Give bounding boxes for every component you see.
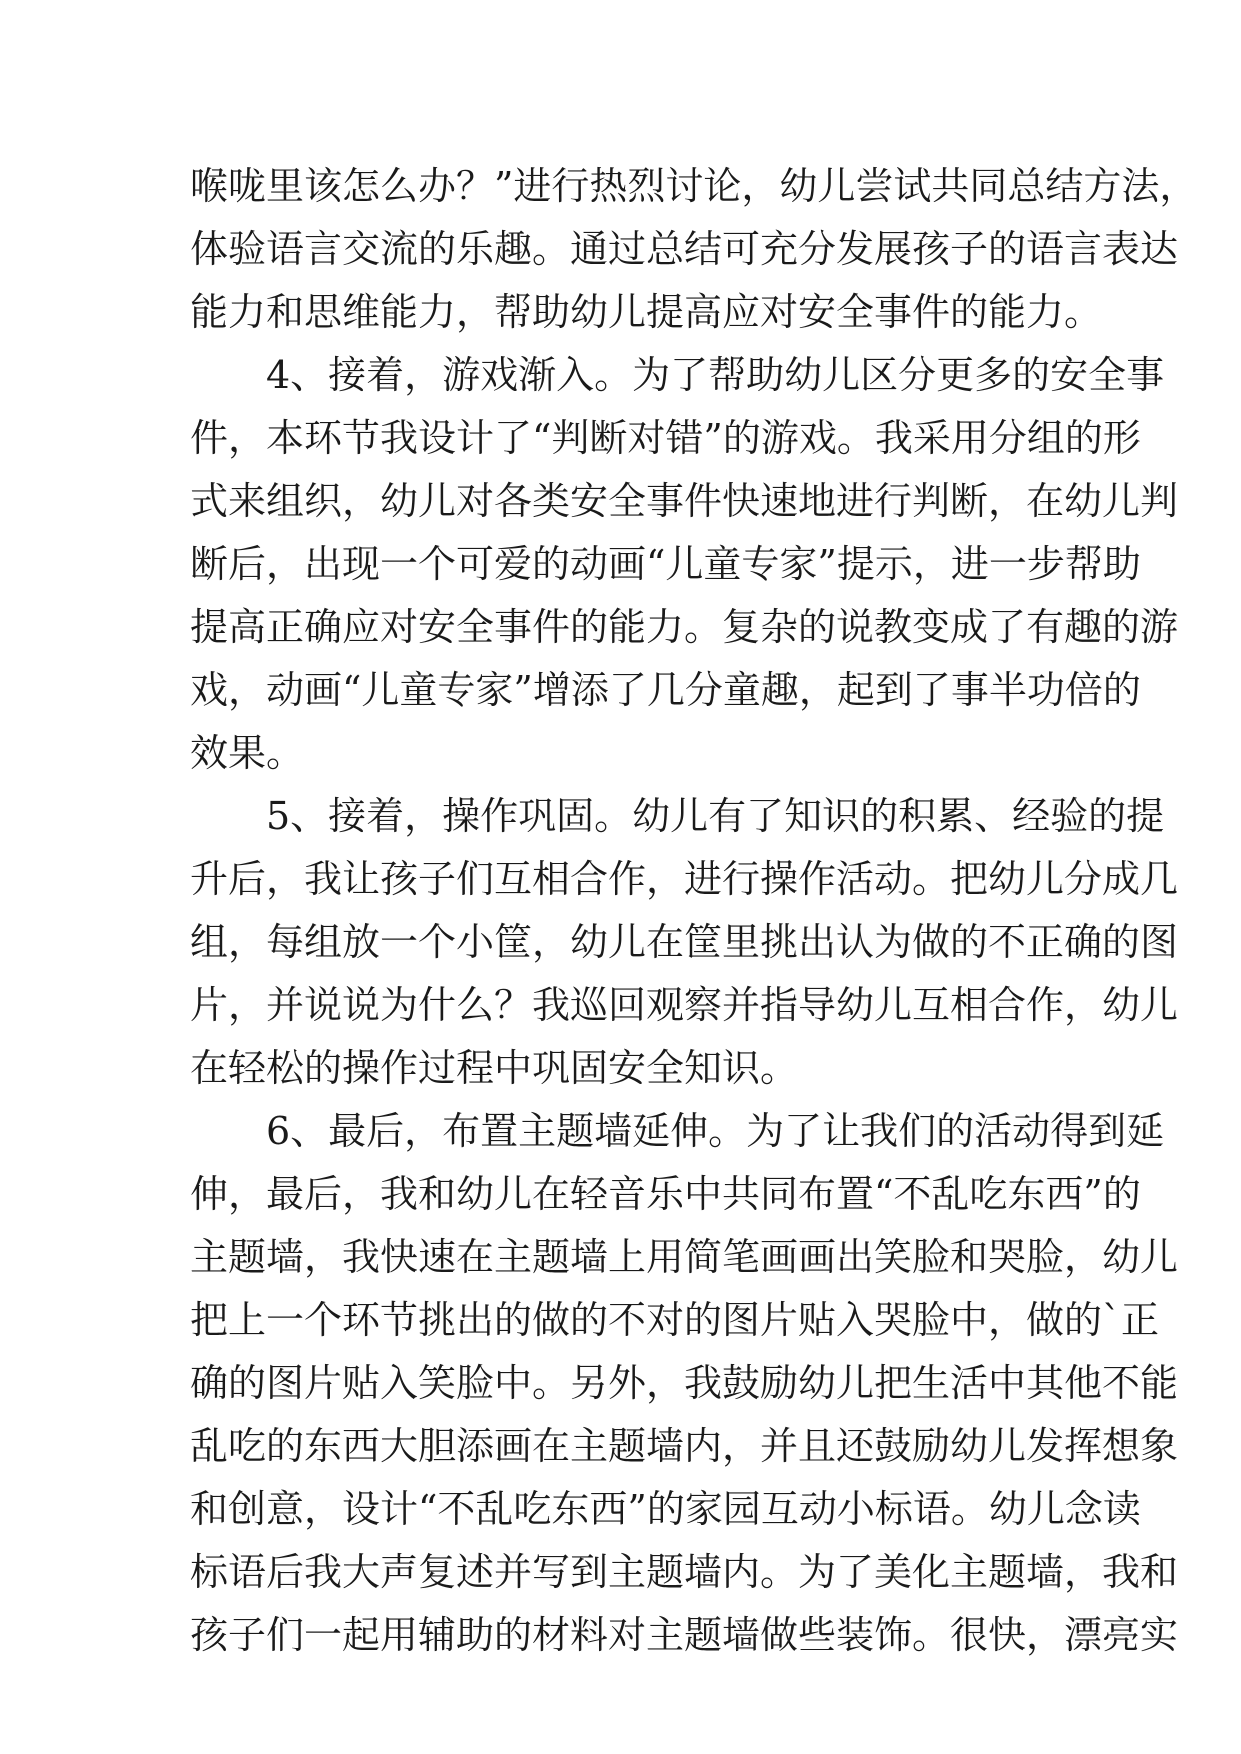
text-line: 组，每组放一个小筐，幼儿在筐里挑出认为做的不正确的图	[190, 920, 1179, 964]
text-line: 片，并说说为什么？我巡回观察并指导幼儿互相合作，幼儿	[190, 983, 1179, 1027]
text-line: 升后，我让孩子们互相合作，进行操作活动。把幼儿分成几	[190, 857, 1179, 901]
text-line: 伸，最后，我和幼儿在轻音乐中共同布置“不乱吃东西”的	[190, 1172, 1141, 1216]
text-line: 效果。	[190, 731, 305, 775]
text-line: 标语后我大声复述并写到主题墙内。为了美化主题墙，我和	[190, 1550, 1179, 1594]
text-line: 式来组织，幼儿对各类安全事件快速地进行判断，在幼儿判	[190, 479, 1179, 523]
paragraph-4-start: 4、接着，游戏渐入。为了帮助幼儿区分更多的安全事	[266, 353, 1165, 397]
body-text	[190, 155, 1198, 1667]
paragraph-6-start: 6、最后，布置主题墙延伸。为了让我们的活动得到延	[266, 1109, 1165, 1153]
text-line: 断后，出现一个可爱的动画“儿童专家”提示，进一步帮助	[190, 542, 1141, 586]
text-line: 能力和思维能力，帮助幼儿提高应对安全事件的能力。	[190, 290, 1103, 334]
text-line: 孩子们一起用辅助的材料对主题墙做些装饰。很快，漂亮实	[190, 1613, 1179, 1657]
text-line: 把上一个环节挑出的做的不对的图片贴入哭脸中，做的`正	[190, 1298, 1160, 1342]
text-line: 在轻松的操作过程中巩固安全知识。	[190, 1046, 799, 1090]
text-line: 和创意，设计“不乱吃东西”的家园互动小标语。幼儿念读	[190, 1487, 1141, 1531]
text-line: 体验语言交流的乐趣。通过总结可充分发展孩子的语言表达	[190, 227, 1179, 271]
paragraph-5-start: 5、接着，操作巩固。幼儿有了知识的积累、经验的提	[266, 794, 1165, 838]
text-line: 确的图片贴入笑脸中。另外，我鼓励幼儿把生活中其他不能	[190, 1361, 1179, 1405]
text-line: 喉咙里该怎么办？”进行热烈讨论，幼儿尝试共同总结方法，	[190, 164, 1198, 208]
text-line: 戏，动画“儿童专家”增添了几分童趣，起到了事半功倍的	[190, 668, 1141, 712]
text-line: 件，本环节我设计了“判断对错”的游戏。我采用分组的形	[190, 416, 1141, 460]
text-line: 提高正确应对安全事件的能力。复杂的说教变成了有趣的游	[190, 605, 1179, 649]
text-line: 主题墙，我快速在主题墙上用简笔画画出笑脸和哭脸，幼儿	[190, 1235, 1179, 1279]
text-line: 乱吃的东西大胆添画在主题墙内，并且还鼓励幼儿发挥想象	[190, 1424, 1179, 1468]
